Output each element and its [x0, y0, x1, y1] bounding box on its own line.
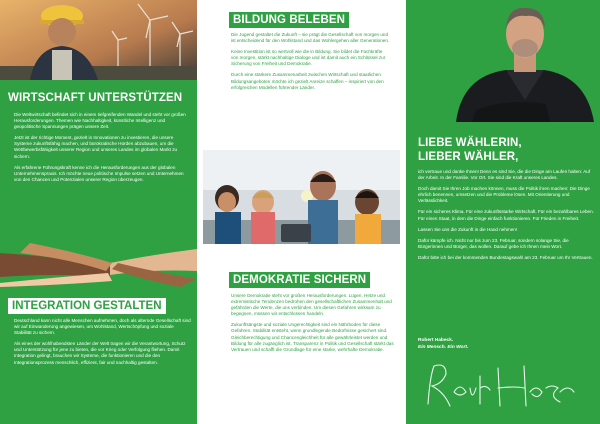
demokratie-paragraph-1: Unsere Demokratie steht vor großen Herausforderungen. Lügen, Hetze und extremistische Tendenzen bedrohen den gesellschaftlichen Zusammenhalt und gefährden die Werte, die uns verbinden. Um diesen Gefahren wirksam zu begegnen, müssen wir entschlossen handeln.	[231, 293, 392, 317]
letter-paragraph-2: Doch damit Sie Ihren Job machen können, muss die Politik ihren machen: Die Dinge ehrlich benennen, umsetzen und die Probleme lösen. Mit Orientierung und Verlässlichkeit.	[418, 186, 590, 204]
integration-paragraph-1: Deutschland kann nicht alle Menschen aufnehmen, doch als alternde Gesellschaft sind wir auf Einwanderung angewiesen, um Wohlstand, Wertschöpfung und soziale Stabilität zu sichern.	[14, 318, 191, 336]
bildung-paragraph-3: Durch eine stärkere Zusammenarbeit zwischen Wirtschaft und staatlichen Bildungsangeboten möchte ich gezielt Anreize schaffen – inspiriert von den erfolgreichen Modellen führender Länder.	[231, 72, 384, 90]
handwritten-signature	[420, 358, 580, 414]
letter-text	[418, 169, 594, 266]
hands-illustration	[0, 243, 197, 287]
heading-bildung-banner	[229, 12, 349, 28]
wirtschaft-paragraph-1: Die Weltwirtschaft befindet sich in einem tiefgreifenden Wandel und steht vor großen Herausforderungen. Themen wie Nachhaltigkeit, künstliche Intelligenz und geopolitische Spannungen prägen unsere Zeit.	[14, 112, 186, 130]
panel-bildung-demokratie	[203, 0, 400, 424]
demokratie-paragraph-2: Zukunftsängste und soziale Ungerechtigkeit sind ein Nährboden für diese Gefahren. Stabilität entsteht, wenn grundlegende Bedürfnisse gesichert sind. Gleichberechtigung und Chancengleichheit für alle gewährleistet werden und Bildung für alle zugänglich ist. Transparenz in Politik und Gesellschaft stärkt das Vertrauen und schafft die Grundlage für eine starke, wehrhafte Demokratie.	[231, 322, 394, 352]
classroom-illustration	[203, 150, 400, 244]
demokratie-text	[231, 293, 394, 358]
letter-paragraph-3: Für ein sicheres Klima. Für eine zukunftsstarke Wirtschaft. Für ein bezahlbares Leben. Für einen Staat, in dem die Dinge einfach funktionieren. Für Frieden in Freiheit.	[418, 209, 594, 221]
letter-paragraph-6: Dafür bitte ich bei der kommenden Bundestagswahl am 23. Februar um Ihr Vertrauen.	[418, 254, 593, 260]
heading-bildung: BILDUNG BELEBEN	[233, 14, 346, 26]
heading-wirtschaft: WIRTSCHAFT UNTERSTÜTZEN	[8, 92, 183, 104]
signature-slogan: Ein Mensch. Ein Wort.	[418, 345, 469, 350]
letter-paragraph-1: ich vertraue und danke Ihnen! Denn es sind Sie, die die Dinge am Laufen halten: Auf der Arbeit. In der Familie. Vor Ort. Sie sind die Kraft unseres Landes.	[418, 169, 591, 181]
photo-robert-habeck	[446, 0, 600, 122]
heading-demokratie: DEMOKRATIE SICHERN	[233, 274, 367, 286]
wirtschaft-paragraph-2: Jetzt ist der richtige Moment, gezielt in Innovationen zu investieren, die unsere Systeme zukunftsfähig machen, und bürokratische Hürden abzubauen, um die Wettbewerbsfähigkeit unserer Region und unseres Landes im globalen Markt zu sichern.	[14, 135, 178, 159]
letter-paragraph-5: Dafür kämpfe ich. Nicht nur bis zum 23. Februar, sondern solange Sie, die Bürgerinnen und Bürger, das wollen. Darauf gebe ich Ihnen mein Wort.	[418, 237, 569, 249]
letter-paragraph-4: Lassen Sie uns die Zukunft in die Hand nehmen!	[418, 226, 518, 232]
wirtschaft-paragraph-3: Als erfahrene Führungskraft kenne ich die Herausforderungen aus der globalen Unternehmenspraxis. Ich möchte neue politische Impulse setzen und Unternehmen von den Chancen und Potenzialen unserer Region überzeugen.	[14, 164, 184, 182]
greeting-line-1: LIEBE WÄHLERIN,	[418, 137, 522, 149]
bildung-text	[231, 32, 391, 96]
integration-paragraph-2: Als eines der wohlhabendsten Länder der Welt tragen wir die Verantwortung, Schutz und Unterstützung für jene zu bieten, die vor Krieg oder Verfolgung fliehen. Damit Integration gelingt, brauchen wir Systeme, die funktionieren und die den Integrationsprozess menschlich, effizient, fair und nachhaltig gestalten.	[14, 341, 186, 365]
portrait-illustration	[446, 0, 600, 122]
panel-wirtschaft-integration	[0, 0, 197, 424]
engineer-illustration	[0, 0, 197, 80]
panel-liebe-waehler	[406, 0, 600, 424]
bildung-paragraph-2: Keine Investition ist so wertvoll wie die in Bildung. Sie bildet die Fachkräfte von morgen, stärkt nachhaltige Dialoge und ist damit auch ein Schlüssel zur Sicherung von Freiheit und Demokratie.	[231, 49, 386, 67]
integration-text	[14, 318, 192, 371]
heading-integration: INTEGRATION GESTALTEN	[12, 300, 162, 312]
heading-integration-banner	[8, 298, 166, 314]
heading-wirtschaft-banner	[4, 90, 186, 106]
greeting-line-2: LIEBER WÄHLER,	[418, 151, 519, 163]
photo-engineer-wind-turbines	[0, 0, 197, 80]
signature-name: Robert Habeck.	[418, 338, 454, 343]
bildung-paragraph-1: Die Jugend gestaltet die Zukunft – sie prägt die Gesellschaft von morgen und ist entscheidend für den Wohlstand und das Wohlergehen aller Generationen.	[231, 32, 390, 44]
photo-stacked-hands	[0, 243, 197, 287]
wirtschaft-text	[14, 112, 190, 188]
photo-classroom-children	[203, 150, 400, 244]
heading-demokratie-banner	[229, 272, 370, 288]
